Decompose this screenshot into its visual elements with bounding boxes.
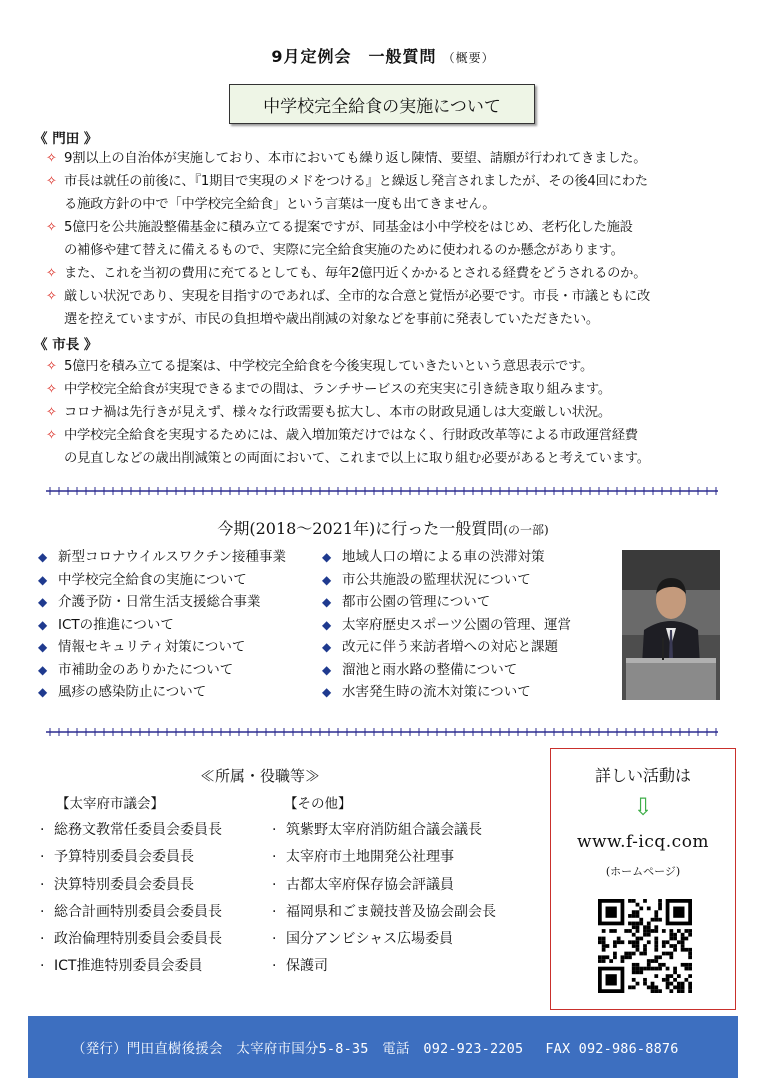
council-item: · 政治倫理特別委員会委員長	[40, 926, 222, 953]
question-item: ◆ 市公共施設の監理状況について	[320, 569, 571, 592]
bullet-dot-icon: ·	[40, 931, 45, 948]
section-divider	[46, 485, 718, 497]
activity-label: 詳しい活動は	[594, 766, 691, 785]
other-item: · 国分アンビシャス広場委員	[272, 926, 496, 953]
down-arrow-icon: ⇩	[632, 793, 654, 821]
blue-diamond-icon: ◆	[38, 595, 48, 609]
speaker-photo-illustration	[622, 550, 720, 700]
question-item: ◆ 改元に伴う来訪者増への対応と課題	[320, 636, 571, 659]
section-label-kadota: 《 門田 》	[34, 131, 98, 147]
question-item: ◆ 太宰府歴史スポーツ公園の管理、運営	[320, 614, 571, 637]
other-list	[272, 817, 496, 981]
mayor-item: ✧ コロナ禍は先行きが見えず、様々な行政需要も拡大し、本市の財政見通しは大変厳しい状況。	[46, 401, 736, 424]
other-heading: 【その他】	[284, 796, 352, 812]
question-item: ◆ 市補助金のありかたについて	[36, 659, 286, 682]
question-item: ◆ 中学校完全給食の実施について	[36, 569, 286, 592]
mayor-item: ✧ 中学校完全給食が実現できるまでの間は、ランチサービスの充実実に引き続き取り組みます。	[46, 378, 736, 401]
blue-diamond-icon: ◆	[322, 685, 332, 699]
kadota-list	[46, 147, 736, 331]
other-item: · 太宰府市土地開発公社理事	[272, 844, 496, 871]
council-heading: 【太宰府市議会】	[56, 796, 164, 812]
period-title: 今期(2018～2021年)に行った一般質問(の一部)	[217, 519, 549, 538]
council-item: · 決算特別委員会委員長	[40, 872, 222, 899]
activity-box	[550, 748, 736, 1010]
bullet-dot-icon: ·	[272, 903, 277, 920]
council-list	[40, 817, 222, 981]
blue-diamond-icon: ◆	[38, 550, 48, 564]
question-item: ◆ 地域人口の増による車の渋滞対策	[320, 546, 571, 569]
kadota-item: ✧ 市長は就任の前後に、『1期目で実現のメドをつける』と繰返し発言されましたが、その後4回にわた	[46, 170, 736, 193]
red-diamond-icon: ✧	[46, 220, 57, 235]
council-item: · 総務文教常任委員会委員長	[40, 817, 222, 844]
kadota-item: ✧ 5億円を公共施設整備基金に積み立てる提案ですが、同基金は小中学校をはじめ、老朽化した施設	[46, 216, 736, 239]
red-diamond-icon: ✧	[46, 405, 57, 420]
blue-diamond-icon: ◆	[322, 662, 332, 677]
question-item: ◆ 水害発生時の流木対策について	[320, 681, 571, 704]
blue-diamond-icon: ◆	[38, 640, 48, 654]
kadota-item-continued: る施政方針の中で「中学校完全給食」という言葉は一度も出てきません。	[64, 197, 496, 212]
kadota-item-continued: 選を控えていますが、市民の負担増や歳出削減の対象などを事前に発表していただきたい。	[64, 312, 599, 327]
other-item: · 筑紫野太宰府消防組合議会議長	[272, 817, 496, 844]
question-item: ◆ 都市公園の管理について	[320, 591, 571, 614]
red-diamond-icon: ✧	[46, 359, 57, 374]
blue-diamond-icon: ◆	[322, 640, 332, 654]
blue-diamond-icon: ◆	[322, 572, 332, 587]
bullet-dot-icon: ·	[40, 849, 45, 866]
question-item: ◆ 介護予防・日常生活支援総合事業	[36, 591, 286, 614]
mayor-item: ✧ 5億円を積み立てる提案は、中学校完全給食を今後実現していきたいという意思表示です。	[46, 355, 736, 378]
speaker-photo	[622, 550, 720, 700]
council-item: · 総合計画特別委員会委員長	[40, 899, 222, 926]
red-diamond-icon: ✧	[46, 151, 57, 166]
red-diamond-icon: ✧	[46, 289, 57, 304]
question-list-right	[320, 546, 571, 704]
council-item: · ICT推進特別委員会委員	[40, 953, 222, 980]
mayor-item-continued: の見直しなどの歳出削減策との両面において、これまで以上に取り組む必要があると考えています。	[64, 451, 650, 466]
blue-diamond-icon: ◆	[322, 550, 332, 564]
kadota-item: ✧ 9割以上の自治体が実施しており、本市においても繰り返し陳情、要望、請願が行われてきました。	[46, 147, 736, 170]
red-diamond-icon: ✧	[46, 382, 57, 397]
bullet-dot-icon: ·	[40, 958, 45, 975]
mayor-item: ✧ 中学校完全給食を実現するためには、歳入増加策だけではなく、行財政改革等による市政運営経費	[46, 424, 736, 447]
bullet-dot-icon: ·	[272, 849, 277, 866]
qr-code-icon[interactable]	[598, 899, 692, 993]
website-link[interactable]: www.f-icq.com	[576, 832, 710, 852]
mayor-list	[46, 355, 736, 470]
footer-bar	[28, 1016, 738, 1078]
question-item: ◆ 新型コロナウイルスワクチン接種事業	[36, 546, 286, 569]
bullet-dot-icon: ·	[272, 822, 277, 838]
homepage-caption: (ホームページ)	[605, 865, 681, 878]
question-item: ◆ ICTの推進について	[36, 614, 286, 637]
red-diamond-icon: ✧	[46, 174, 57, 189]
blue-diamond-icon: ◆	[38, 685, 48, 699]
affiliation-title: ≪所属・役職等≫	[200, 767, 321, 785]
blue-diamond-icon: ◆	[38, 662, 48, 677]
question-item: ◆ 情報セキュリティ対策について	[36, 636, 286, 659]
kadota-item: ✧ 厳しい状況であり、実現を目指すのであれば、全市的な合意と覚悟が必要です。市長・市議ともに改	[46, 285, 736, 308]
bullet-dot-icon: ·	[40, 876, 45, 893]
topic-title: 中学校完全給食の実施について	[263, 96, 501, 117]
bullet-dot-icon: ·	[40, 822, 45, 838]
question-item: ◆ 溜池と雨水路の整備について	[320, 659, 571, 682]
page-title-subtitle: （概要）	[442, 51, 495, 65]
blue-diamond-icon: ◆	[322, 595, 332, 609]
bullet-dot-icon: ·	[40, 903, 45, 920]
red-diamond-icon: ✧	[46, 266, 57, 281]
kadota-item-continued: の補修や建て替えに備えるもので、実際に完全給食実施のために使われるのか懸念があります。	[64, 243, 624, 258]
red-diamond-icon: ✧	[46, 428, 57, 443]
other-item: · 保護司	[272, 953, 496, 980]
bullet-dot-icon: ·	[272, 931, 277, 948]
page-title	[0, 44, 766, 67]
question-item: ◆ 風疹の感染防止について	[36, 681, 286, 704]
topic-box	[229, 84, 535, 124]
bullet-dot-icon: ·	[272, 876, 277, 893]
other-item: · 古都太宰府保存協会評議員	[272, 872, 496, 899]
blue-diamond-icon: ◆	[38, 617, 48, 632]
council-item: · 予算特別委員会委員長	[40, 844, 222, 871]
blue-diamond-icon: ◆	[38, 572, 48, 587]
other-item: · 福岡県和ごま競技普及協会副会長	[272, 899, 496, 926]
period-note: (の一部)	[503, 523, 549, 537]
section-divider	[46, 726, 718, 738]
bullet-dot-icon: ·	[272, 958, 277, 975]
question-list-left	[36, 546, 286, 704]
page-title-text: 9月定例会 一般質問	[271, 47, 437, 66]
blue-diamond-icon: ◆	[322, 617, 332, 632]
footer-publisher-info: （発行）門田直樹後援会 太宰府市国分5-8-35 電話 092-923-2205 FAX 092-986-8876	[72, 1041, 679, 1057]
kadota-item: ✧ また、これを当初の費用に充てるとしても、毎年2億円近くかかるとされる経費をどうされるのか。	[46, 262, 736, 285]
section-label-mayor: 《 市長 》	[34, 337, 98, 353]
